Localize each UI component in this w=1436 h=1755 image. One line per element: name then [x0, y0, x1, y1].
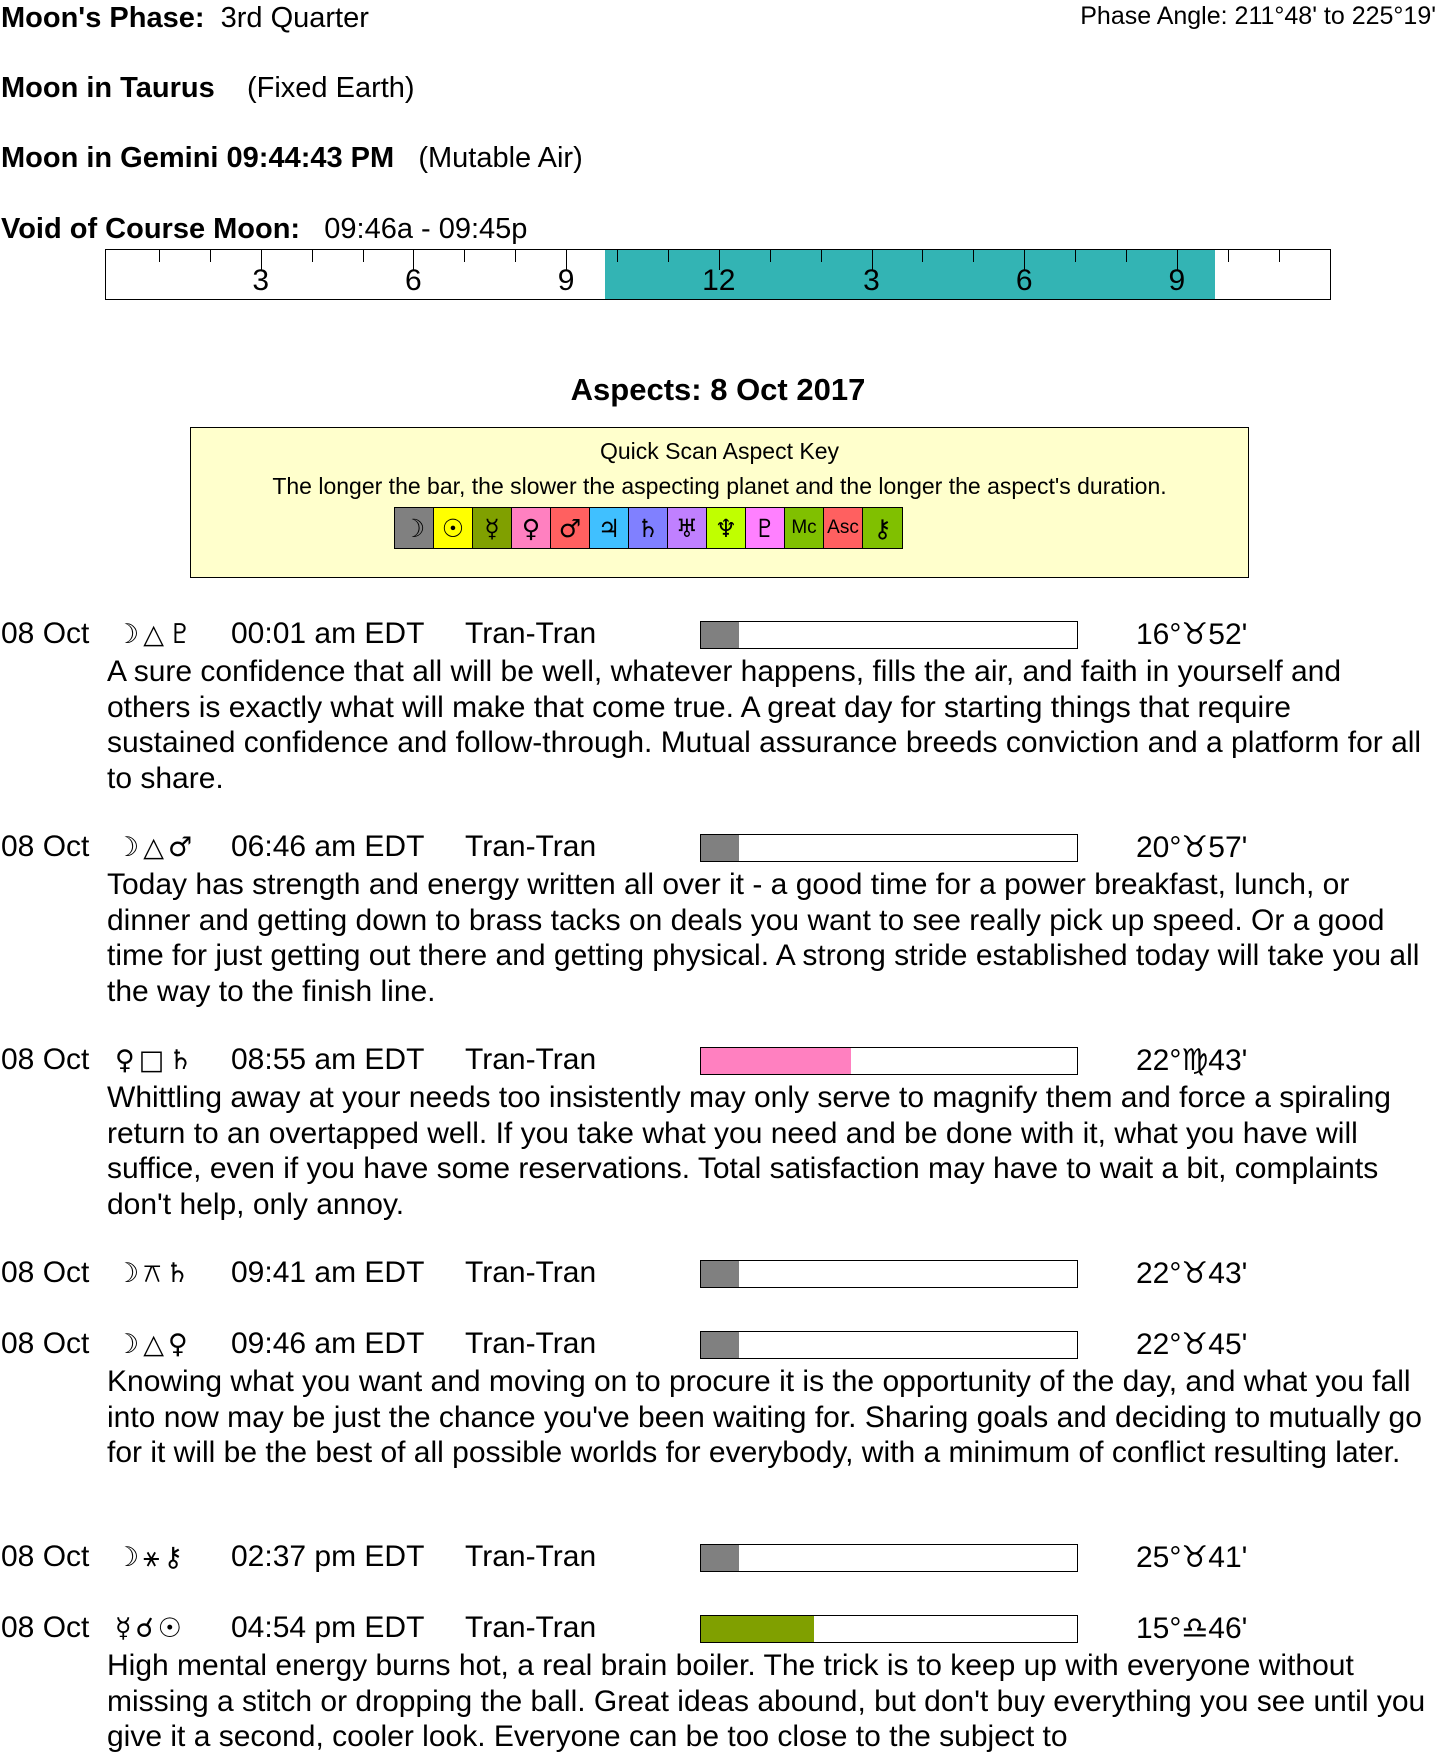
aspect-time: 06:46 am EDT — [231, 830, 425, 863]
aspect-date: 08 Oct — [1, 1540, 90, 1573]
aspect-glyphs: ☿☌☉ — [115, 1613, 186, 1644]
timeline-hour-label: 9 — [1168, 264, 1186, 297]
aspect-position: 20°♉57' — [1136, 831, 1248, 864]
aspect-key-planet: ☿ — [473, 508, 512, 548]
aspect-key-planet: Asc — [824, 508, 863, 548]
aspect-key-planet: ☉ — [434, 508, 473, 548]
aspect-time: 08:55 am EDT — [231, 1043, 425, 1076]
aspect-duration-bar — [700, 621, 1078, 649]
aspect-time: 04:54 pm EDT — [231, 1611, 425, 1644]
aspect-header-line — [0, 830, 1436, 866]
aspect-description: A sure confidence that all will be well, whatever happens, fills the air, and faith in yourself and others is exactly what will make that come true. A great day for starting things that require sustained confidence and follow-through. Mutual assurance breeds conviction and a platform for all to share. — [107, 655, 1422, 795]
aspect-key-planet: ♀ — [512, 508, 551, 548]
aspect-duration-bar — [700, 1047, 1078, 1075]
moon-sign-line-1 — [1, 72, 415, 105]
aspect-glyphs: ☽△♂ — [115, 832, 197, 863]
aspect-entry — [0, 1540, 1436, 1576]
aspect-key-planet: ♃ — [590, 508, 629, 548]
timeline-tick — [159, 250, 160, 262]
aspect-time: 02:37 pm EDT — [231, 1540, 425, 1573]
aspect-duration-bar — [700, 834, 1078, 862]
aspect-position: 16°♉52' — [1136, 618, 1248, 651]
aspect-key-planet-row — [394, 507, 903, 549]
aspect-position: 22°♉43' — [1136, 1257, 1248, 1290]
moon-sign-line-2 — [1, 142, 583, 175]
aspect-duration-fill — [701, 622, 739, 648]
aspect-description: Whittling away at your needs too insistently may only serve to magnify them and force a spiraling return to an overtapped well. If you take what you need and be done with it, what you have will suffice, even if you have some reservations. Total satisfaction may have to wait a bit, complaints don't help, only annoy. — [107, 1081, 1391, 1221]
aspect-time: 00:01 am EDT — [231, 617, 425, 650]
timeline-tick — [617, 250, 618, 262]
aspect-position: 22°♉45' — [1136, 1328, 1248, 1361]
aspect-date: 08 Oct — [1, 1327, 90, 1360]
moon-phase-value: 3rd Quarter — [220, 2, 369, 34]
timeline-tick — [464, 250, 465, 262]
timeline-tick — [1075, 250, 1076, 262]
moon-sign-1-label: Moon in Taurus — [1, 72, 215, 104]
aspect-glyphs: ☽△♀ — [115, 1329, 192, 1360]
voc-value: 09:46a - 09:45p — [324, 213, 528, 245]
aspect-key-planet: ♅ — [668, 508, 707, 548]
aspect-glyphs: ♀□♄ — [115, 1045, 197, 1076]
aspect-entry — [0, 1256, 1436, 1292]
aspect-date: 08 Oct — [1, 1256, 90, 1289]
timeline-hour-label: 6 — [1015, 264, 1033, 297]
aspect-time: 09:46 am EDT — [231, 1327, 425, 1360]
aspect-type: Tran-Tran — [465, 830, 597, 863]
aspect-time: 09:41 am EDT — [231, 1256, 425, 1289]
timeline-tick — [668, 250, 669, 262]
aspect-type: Tran-Tran — [465, 1611, 597, 1644]
aspect-header-line — [0, 1043, 1436, 1079]
timeline-tick — [210, 250, 211, 262]
aspect-glyphs: ☽⚻♄ — [115, 1258, 194, 1289]
aspect-header-line — [0, 617, 1436, 653]
timeline-tick — [363, 250, 364, 262]
aspect-key-description: The longer the bar, the slower the aspecting planet and the longer the aspect's duration. — [272, 473, 1167, 499]
timeline-tick — [770, 250, 771, 262]
aspect-header-line — [0, 1611, 1436, 1647]
aspect-key-planet: ⚷ — [863, 508, 902, 548]
aspect-entry — [0, 1327, 1436, 1471]
aspect-key-planet: Mc — [785, 508, 824, 548]
aspect-position: 15°♎46' — [1136, 1612, 1248, 1645]
voc-label: Void of Course Moon: — [1, 213, 301, 245]
aspect-entry — [0, 617, 1436, 796]
aspect-type: Tran-Tran — [465, 1043, 597, 1076]
timeline-tick — [312, 250, 313, 262]
timeline-tick — [1279, 250, 1280, 262]
timeline-hour-label: 3 — [252, 264, 270, 297]
timeline-tick — [1228, 250, 1229, 262]
aspects-title: Aspects: 8 Oct 2017 — [570, 372, 866, 407]
aspect-description: Today has strength and energy written all over it - a good time for a power breakfast, lunch, or dinner and getting down to brass tacks on deals you want to see really pick up speed. Or a good time for just getting out there and getting physical. A strong stride established today will take you all the way to the finish line. — [107, 868, 1420, 1008]
moon-sign-2-value: (Mutable Air) — [418, 142, 583, 174]
aspect-duration-bar — [700, 1331, 1078, 1359]
aspect-key-planet: ♂ — [551, 508, 590, 548]
aspect-type: Tran-Tran — [465, 1256, 597, 1289]
aspect-description: High mental energy burns hot, a real brain boiler. The trick is to keep up with everyone without missing a stitch or dropping the ball. Great ideas abound, but don't buy everything you see until you give it a second, cooler look. Everyone can be too close to the subject to — [107, 1649, 1426, 1753]
aspect-description: Knowing what you want and moving on to procure it is the opportunity of the day, and what you fall into now may be just the chance you've been waiting for. Sharing goals and deciding to mutually go for it will be the best of all possible worlds for everybody, with a minimum of conflict resulting later. — [107, 1365, 1422, 1469]
aspect-duration-fill — [701, 1048, 851, 1074]
timeline-tick — [1126, 250, 1127, 262]
aspect-glyphs: ☽⚹⚷ — [115, 1542, 188, 1573]
timeline-hour-label: 9 — [557, 264, 575, 297]
aspect-key-planet: ♆ — [707, 508, 746, 548]
aspect-date: 08 Oct — [1, 1043, 90, 1076]
aspect-key-planet: ☽ — [395, 508, 434, 548]
timeline-hour-label: 6 — [405, 264, 422, 297]
phase-angle: Phase Angle: 211°48' to 225°19' — [1080, 2, 1436, 30]
moon-phase-line — [1, 2, 369, 35]
timeline-tick — [922, 250, 923, 262]
void-period-fill — [605, 250, 1215, 299]
aspect-date: 08 Oct — [1, 617, 90, 650]
aspect-entry — [0, 1043, 1436, 1222]
aspect-date: 08 Oct — [1, 830, 90, 863]
aspect-duration-bar — [700, 1544, 1078, 1572]
aspect-type: Tran-Tran — [465, 617, 597, 650]
aspect-type: Tran-Tran — [465, 1327, 597, 1360]
void-of-course-timeline — [105, 249, 1331, 300]
aspect-key-title: Quick Scan Aspect Key — [599, 438, 840, 464]
aspect-duration-bar — [700, 1260, 1078, 1288]
aspect-duration-fill — [701, 1261, 739, 1287]
moon-sign-1-value: (Fixed Earth) — [246, 72, 415, 104]
moon-phase-label: Moon's Phase: — [1, 2, 205, 34]
aspect-position: 25°♉41' — [1136, 1541, 1248, 1574]
aspect-date: 08 Oct — [1, 1611, 90, 1644]
aspect-duration-fill — [701, 835, 739, 861]
aspect-entry — [0, 1611, 1436, 1755]
aspect-key-box — [190, 427, 1249, 578]
aspect-entry — [0, 830, 1436, 1009]
timeline-hour-label: 12 — [702, 264, 736, 297]
void-of-course-line — [1, 213, 527, 246]
moon-sign-2-label: Moon in Gemini 09:44:43 PM — [1, 142, 395, 174]
aspect-duration-fill — [701, 1332, 739, 1358]
timeline-hour-label: 3 — [863, 264, 880, 297]
aspect-header-line — [0, 1540, 1436, 1576]
timeline-tick — [515, 250, 516, 262]
aspect-key-planet: ♇ — [746, 508, 785, 548]
aspect-glyphs: ☽△♇ — [115, 619, 197, 650]
aspect-position: 22°♍43' — [1136, 1044, 1248, 1077]
aspect-duration-bar — [700, 1615, 1078, 1643]
aspect-type: Tran-Tran — [465, 1540, 597, 1573]
aspect-key-planet: ♄ — [629, 508, 668, 548]
aspect-duration-fill — [701, 1616, 814, 1642]
timeline-tick — [821, 250, 822, 262]
aspect-header-line — [0, 1256, 1436, 1292]
aspect-duration-fill — [701, 1545, 739, 1571]
timeline-tick — [973, 250, 974, 262]
aspect-header-line — [0, 1327, 1436, 1363]
